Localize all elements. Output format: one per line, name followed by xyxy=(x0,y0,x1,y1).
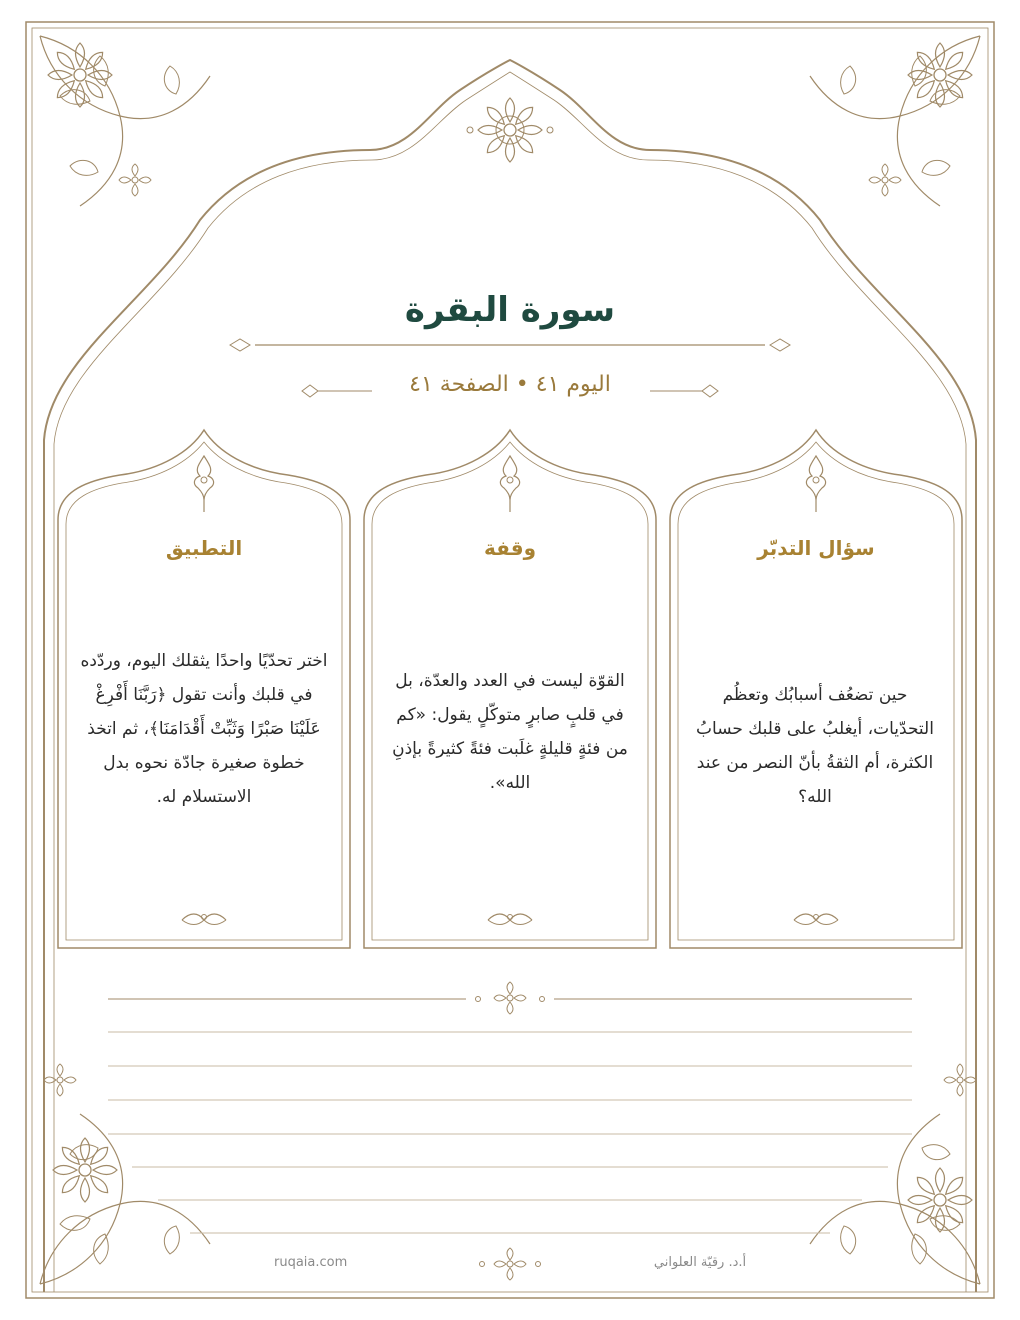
page-title: سورة البقرة xyxy=(404,290,616,330)
application-body: اختر تحدّيًا واحدًا يثقلك اليوم، وردّده في قلبك وأنت تقول ﴿رَبَّنَا أَفْرِغْ عَلَيْنَا صَبْرًا وَثَبِّتْ أَقْدَامَنَا﴾، ثم اتخذ خطوة صغيرة جادّة نحوه بدل الاستسلام له. xyxy=(80,651,328,807)
footer-author: أ.د. رقيّة العلواني xyxy=(653,1255,747,1270)
reflection-body: حين تضعُف أسبابُك وتعظُم التحدّيات، أيغلبُ على قلبك حسابُ الكثرة، أم الثقةُ بأنّ النصر من عند الله؟ xyxy=(696,685,934,807)
page-subtitle: اليوم ٤١ • الصفحة ٤١ xyxy=(409,372,611,397)
reflection-heading: سؤال التدبّر xyxy=(757,536,875,560)
pause-heading: وقفة xyxy=(483,536,537,560)
footer-website[interactable]: ruqaia.com xyxy=(274,1255,348,1270)
pause-body: القوّة ليست في العدد والعدّة، بل في قلبٍ صابرٍ متوكّلٍ يقول: «كم من فئةٍ قليلةٍ غلَبت فئةً كثيرةً بإذنِ الله». xyxy=(392,671,628,793)
application-heading: التطبيق xyxy=(165,536,243,560)
